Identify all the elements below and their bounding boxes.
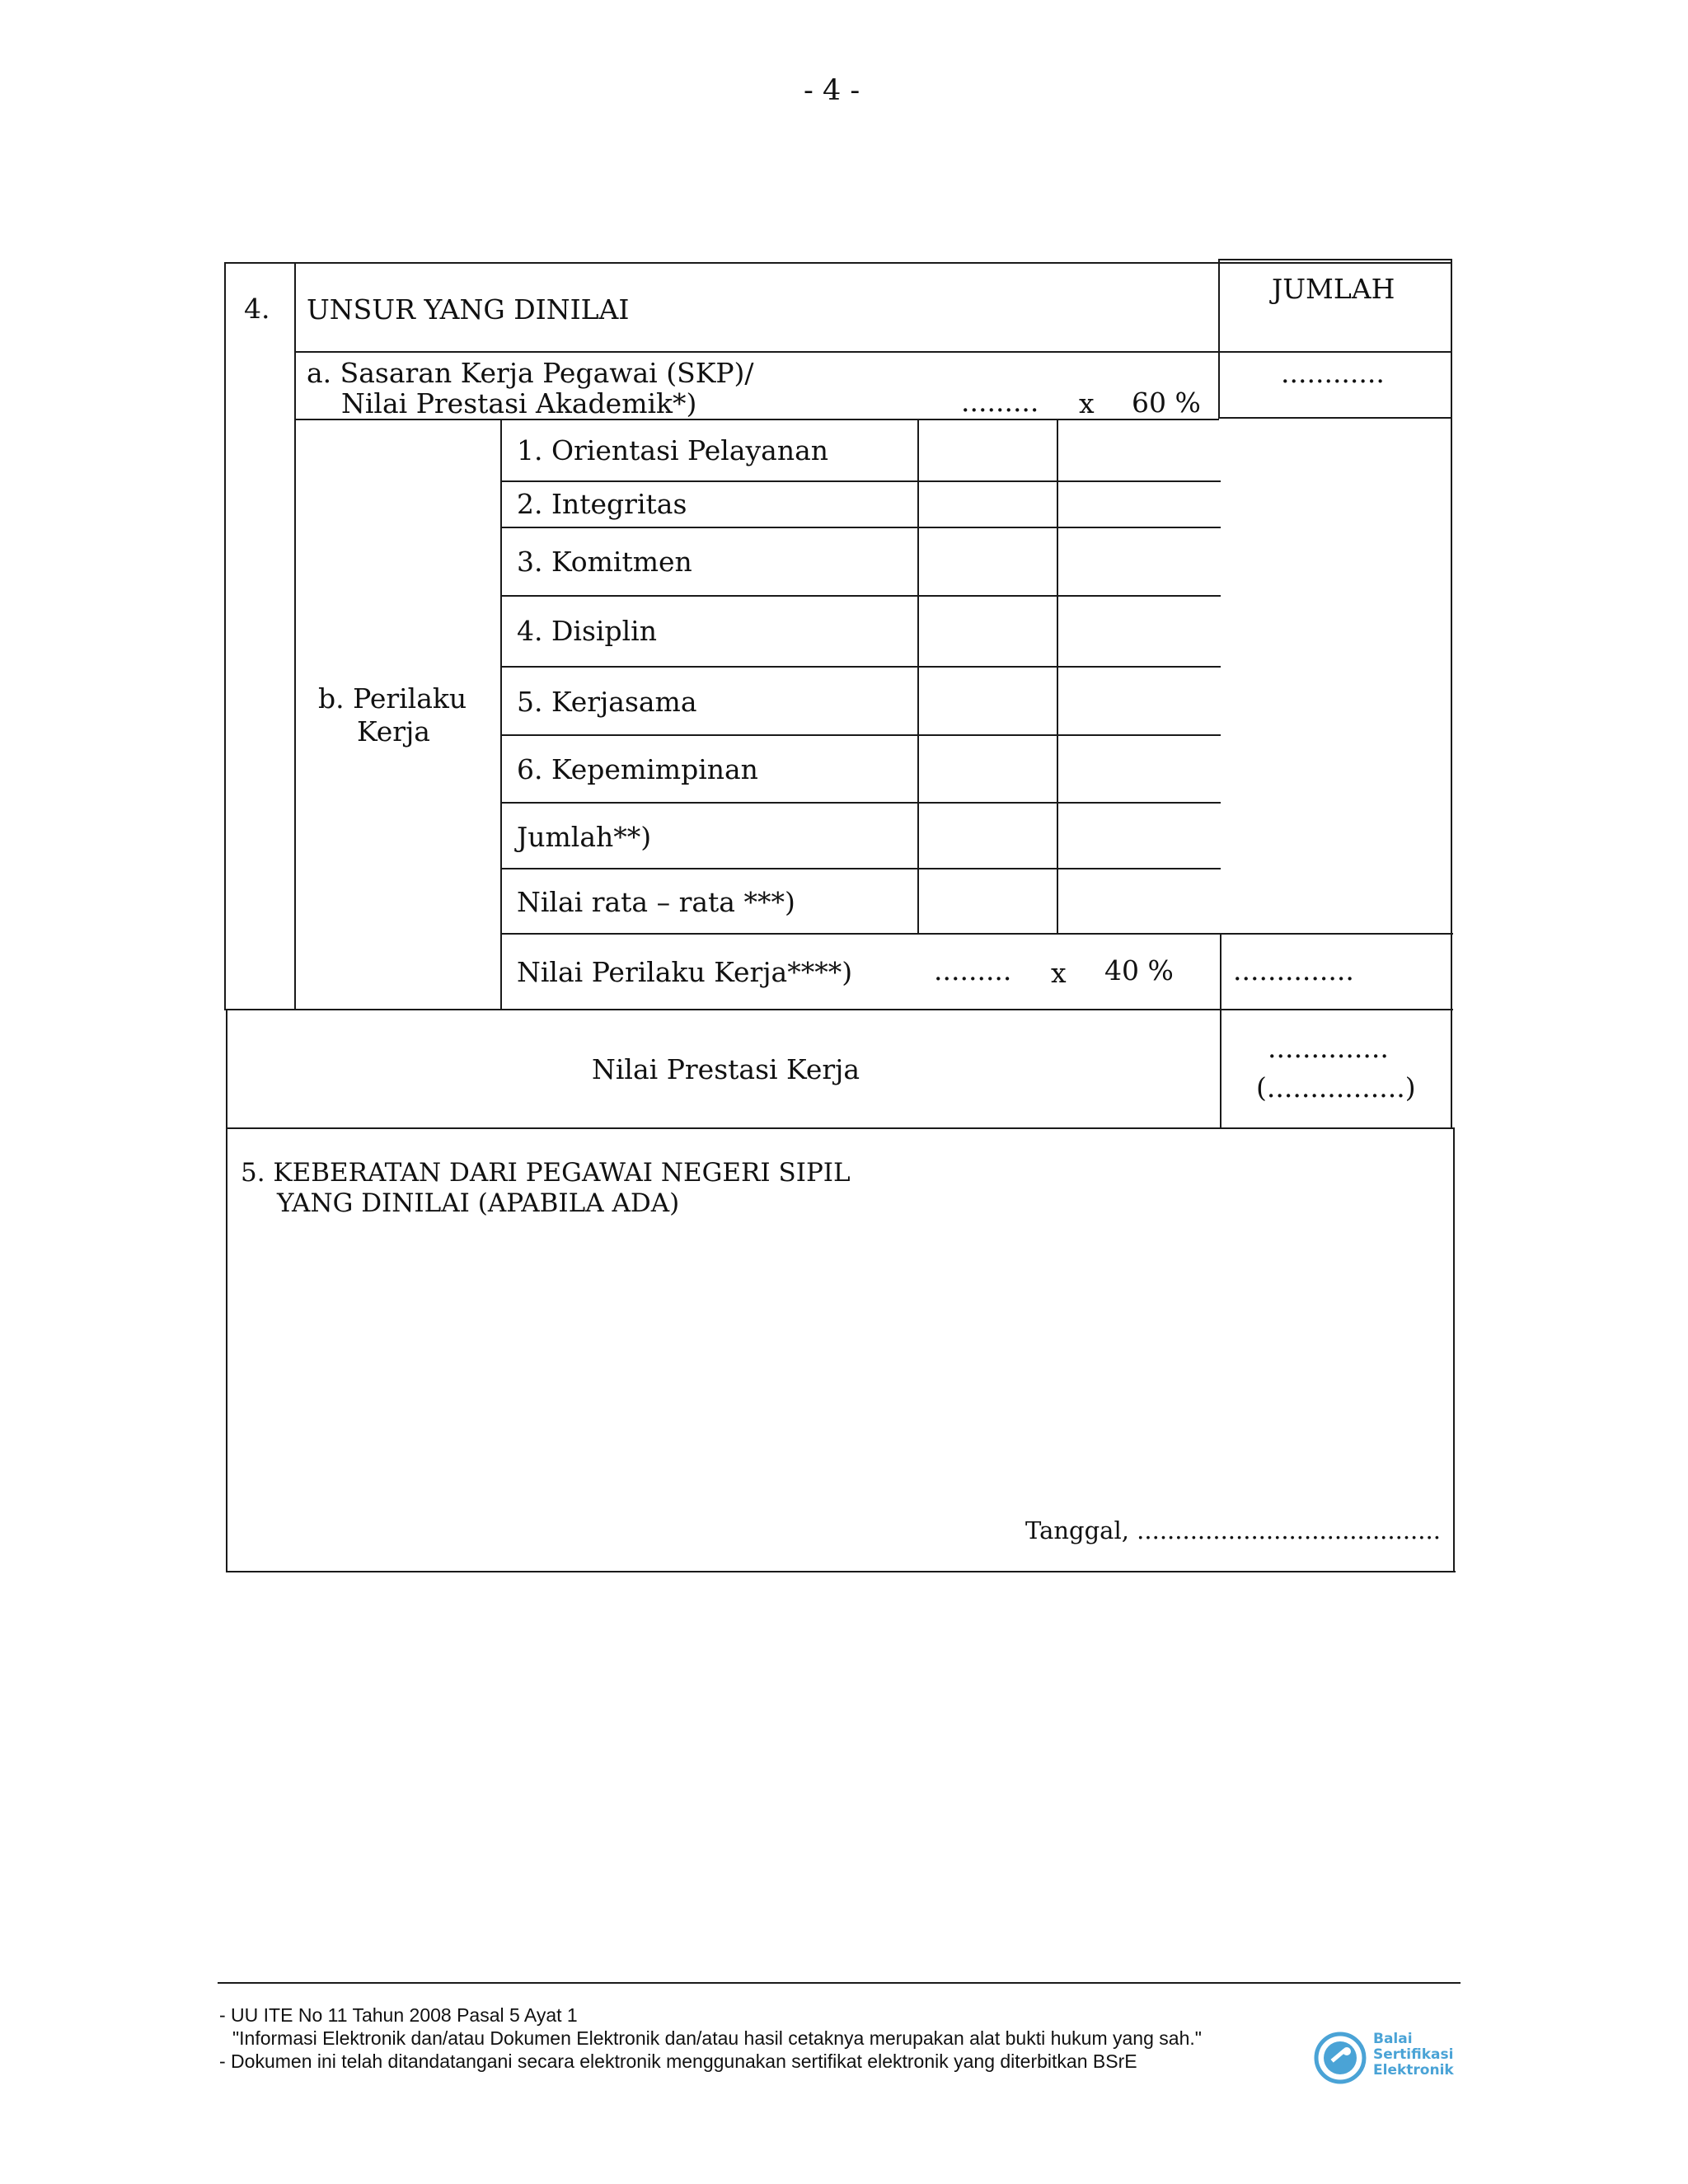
- criteria-row-jumlah: Jumlah**): [517, 821, 652, 853]
- criteria-row-5: 5. Kerjasama: [517, 686, 697, 718]
- nilai-prestasi-label: Nilai Prestasi Kerja: [592, 1053, 860, 1085]
- criteria-row-1: 1. Orientasi Pelayanan: [517, 434, 829, 466]
- section5-title-line1: 5. KEBERATAN DARI PEGAWAI NEGERI SIPIL: [241, 1158, 851, 1188]
- section-number: 4.: [244, 293, 270, 325]
- bsre-word2: Sertifikasi: [1373, 2046, 1454, 2063]
- footer-line3: - Dokumen ini telah ditandatangani secara elektronik menggunakan sertifikat elektronik yang diterbitkan BSrE: [219, 2050, 1137, 2072]
- item-a-percent: 60 %: [1132, 387, 1201, 419]
- section5-title-line2: YANG DINILAI (APABILA ADA): [277, 1188, 680, 1218]
- criteria-row-2: 2. Integritas: [517, 488, 687, 520]
- jumlah-header: JUMLAH: [1272, 273, 1395, 305]
- nilai-perilaku-times: x: [1051, 957, 1067, 989]
- item-a-dots: .........: [961, 386, 1039, 418]
- footer-line2: "Informasi Elektronik dan/atau Dokumen Elektronik dan/atau hasil cetaknya merupakan alat bukti hukum yang sah.": [232, 2027, 1202, 2049]
- footer-line1: - UU ITE No 11 Tahun 2008 Pasal 5 Ayat 1: [219, 2004, 578, 2026]
- nilai-perilaku-dots: .........: [934, 954, 1012, 987]
- nilai-prestasi-value-bracket: (................): [1256, 1071, 1416, 1104]
- nilai-perilaku-percent: 40 %: [1104, 954, 1174, 987]
- item-b-label-line1: b. Perilaku: [318, 682, 467, 715]
- item-a-times: x: [1079, 387, 1095, 419]
- item-a-line2: Nilai Prestasi Akademik*): [341, 387, 697, 419]
- tanggal-field: Tanggal, ........................................: [1025, 1516, 1441, 1544]
- item-a-jumlah: ............: [1281, 357, 1385, 389]
- bsre-logo: [1314, 2028, 1470, 2086]
- bsre-word1: Balai: [1373, 2031, 1413, 2047]
- criteria-row-rata: Nilai rata – rata ***): [517, 886, 795, 918]
- criteria-row-6: 6. Kepemimpinan: [517, 753, 758, 785]
- page-number: - 4 -: [804, 74, 860, 107]
- nilai-perilaku-label: Nilai Perilaku Kerja****): [517, 956, 853, 988]
- nilai-perilaku-jumlah: ..............: [1233, 954, 1354, 987]
- bsre-emblem-icon: [1314, 2032, 1367, 2084]
- section-title: UNSUR YANG DINILAI: [307, 293, 630, 326]
- item-a-line1: a. Sasaran Kerja Pegawai (SKP)/: [307, 357, 754, 389]
- item-b-label-line2: Kerja: [357, 715, 430, 748]
- nilai-prestasi-value: ..............: [1268, 1032, 1389, 1064]
- criteria-row-3: 3. Komitmen: [517, 546, 692, 578]
- criteria-row-4: 4. Disiplin: [517, 615, 657, 647]
- bsre-word3: Elektronik: [1373, 2062, 1454, 2079]
